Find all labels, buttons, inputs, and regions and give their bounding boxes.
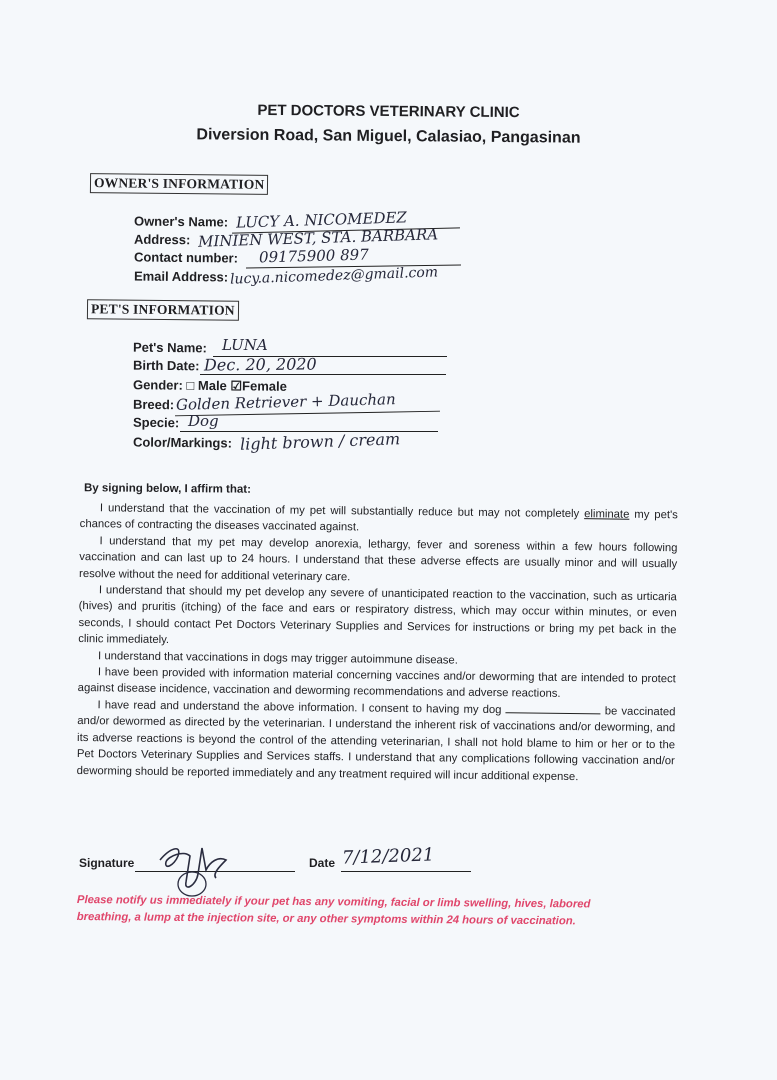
email-value[interactable]: lucy.a.nicomedez@gmail.com bbox=[229, 264, 439, 288]
owner-name-label: Owner's Name: bbox=[133, 213, 229, 230]
signature-image[interactable] bbox=[140, 826, 250, 901]
consent-paragraph-2: I understand that my pet may develop anorexia, lethargy, fever and soreness within a few hours following vaccination and can last up to 24 hours. I understand that these adverse effects are usually minor and will usually resolve without the need for additional veterinary care. bbox=[79, 535, 678, 583]
pet-info-heading: PET'S INFORMATION bbox=[87, 299, 239, 321]
consent-paragraph-6: I have read and understand the above information. I consent to having my dog be vaccinated and/or dewormed as directed by the veterinarian. I understand the inherent risk of vaccinations and/or deworming, and its adverse reactions is beyond the control of the attending veterinarian, I shall not hold blame to him or her or to the Pet Doctors Veterinary Supplies and Services staffs. I understand that any complications following vaccination and/or deworming should be reported immediately and any treatment required will incur additional expense. bbox=[76, 699, 676, 783]
consent-paragraph-3: I understand that should my pet develop any severe of unanticipated reaction to the vaccination, such as urticaria (hives) and pruritis (itching) of the face and ears or respiratory distress, which may occur within minutes, or even seconds, I should contact Pet Doctors Veterinary Supplies and Services for instructions or bring my pet back in the clinic immediately. bbox=[78, 584, 677, 647]
email-label: Email Address: bbox=[133, 268, 229, 285]
warning-note: Please notify us immediately if your pet has any vomiting, facial or limb swelling, hives, labored breathing, a lump at the injection site, or any other symptoms within 24 hours of vaccination. bbox=[76, 893, 591, 928]
contact-number-label: Contact number: bbox=[133, 249, 239, 266]
clinic-address: Diversion Road, San Miguel, Calasiao, Pangasinan bbox=[196, 126, 581, 147]
date-label: Date bbox=[309, 856, 336, 870]
signature-label: Signature bbox=[79, 856, 135, 870]
consent-paragraph-1: I understand that the vaccination of my pet will substantially reduce but may not completely eliminate my pet's chances of contracting the diseases vaccinated against. bbox=[79, 502, 678, 534]
address-label: Address: bbox=[133, 231, 191, 248]
gender-label: Gender: bbox=[132, 377, 183, 393]
date-value[interactable]: 7/12/2021 bbox=[341, 844, 435, 869]
owner-name-value[interactable]: LUCY A. NICOMEDEZ bbox=[235, 208, 408, 232]
specie-value[interactable]: Dog bbox=[188, 412, 219, 430]
dog-name-blank[interactable] bbox=[506, 702, 601, 714]
affirm-heading: By signing below, I affirm that: bbox=[83, 482, 252, 496]
consent-paragraph-5: I have been provided with information material concerning vaccines and/or deworming that are intended to protect against disease incidence, vaccination and deworming recommendations and adverse reactions. bbox=[77, 666, 676, 701]
breed-value[interactable]: Golden Retriever + Dauchan bbox=[175, 390, 396, 414]
pet-name-label: Pet's Name: bbox=[132, 339, 207, 356]
gender-field bbox=[133, 377, 287, 395]
clinic-name: PET DOCTORS VETERINARY CLINIC bbox=[257, 101, 520, 122]
eliminate-underlined: eliminate bbox=[584, 508, 630, 521]
color-markings-value[interactable]: light brown / cream bbox=[239, 429, 401, 454]
gender-options[interactable]: □ Male ☑Female bbox=[186, 377, 287, 394]
birth-date-label: Birth Date: bbox=[132, 357, 200, 374]
address-value[interactable]: MINIEN WEST, STA. BARBARA bbox=[197, 225, 439, 251]
consent-paragraph-4: I understand that vaccinations in dogs may trigger autoimmune disease. bbox=[98, 649, 458, 667]
owner-info-heading: OWNER'S INFORMATION bbox=[90, 173, 269, 195]
specie-label: Specie: bbox=[132, 414, 180, 431]
color-markings-label: Color/Markings: bbox=[132, 434, 233, 451]
contact-number-value[interactable]: 09175900 897 bbox=[258, 245, 369, 267]
birth-date-value[interactable]: Dec. 20, 2020 bbox=[203, 354, 317, 375]
breed-label: Breed: bbox=[132, 396, 175, 413]
consent-body bbox=[77, 500, 678, 786]
date-line bbox=[341, 871, 471, 872]
pet-name-value[interactable]: LUNA bbox=[222, 336, 268, 354]
